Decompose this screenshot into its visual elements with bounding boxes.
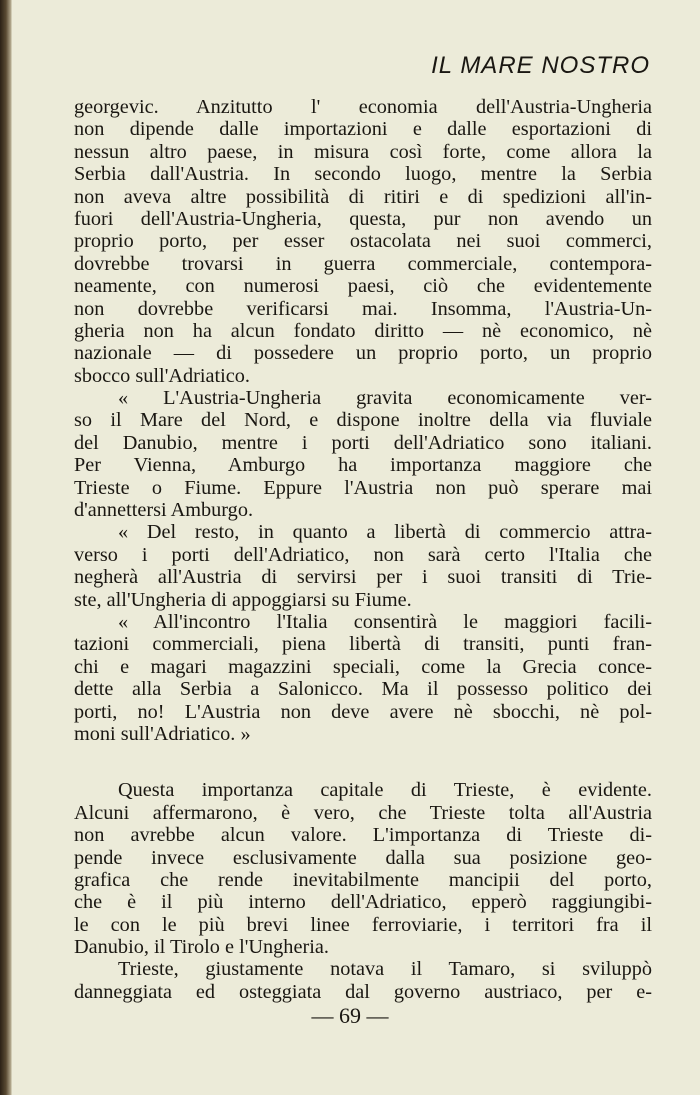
text-line: Questa importanza capitale di Trieste, è evidente. (118, 779, 652, 802)
text-line: dovrebbe trovarsi in guerra commerciale, contempora- (74, 252, 652, 275)
text-line: grafica che rende inevitabilmente mancipii del porto, (74, 868, 652, 891)
text-line: tazioni commerciali, piena libertà di transiti, punti fran- (74, 633, 652, 656)
text-line: « L'Austria-Ungheria gravita economicamente ver- (118, 387, 652, 410)
text-line: Trieste o Fiume. Eppure l'Austria non può sperare mai (74, 476, 652, 499)
text-line: nessun altro paese, in misura così forte, come allora la (74, 140, 652, 163)
text-line: « All'incontro l'Italia consentirà le maggiori facili- (118, 610, 652, 633)
paragraph (74, 387, 652, 521)
text-line: chi e magari magazzini speciali, come la Grecia conce- (74, 655, 652, 678)
body-text (74, 96, 652, 1003)
text-line: Danubio, il Tirolo e l'Ungheria. (74, 936, 329, 959)
text-line: non dipende dalle importazioni e dalle esportazioni di (74, 118, 652, 141)
text-line: danneggiata ed osteggiata dal governo austriaco, per e- (74, 980, 652, 1003)
text-line: che è il più interno dell'Adriatico, epperò raggiungibi- (74, 891, 652, 914)
page-number: — 69 — (311, 1003, 389, 1028)
text-line: non aveva altre possibilità di ritiri e di spedizioni all'in- (74, 185, 652, 208)
text-line: georgevic. Anzitutto l' economia dell'Austria-Ungheria (74, 96, 652, 118)
text-line: pende invece esclusivamente dalla sua posizione geo- (74, 846, 652, 869)
text-line: gheria non ha alcun fondato diritto — nè economico, nè (74, 319, 652, 342)
text-line: ste, all'Ungheria di appoggiarsi su Fiume. (74, 588, 412, 611)
running-header: IL MARE NOSTRO (431, 52, 650, 79)
text-line: moni sull'Adriatico. » (74, 722, 251, 745)
text-line: fuori dell'Austria-Ungheria, questa, pur non avendo un (74, 207, 652, 230)
paragraph (74, 779, 652, 958)
text-line: Alcuni affermarono, è vero, che Trieste tolta all'Austria (74, 801, 652, 824)
text-line: Serbia dall'Austria. In secondo luogo, mentre la Serbia (74, 163, 652, 186)
text-line: non avrebbe alcun valore. L'importanza di Trieste di- (74, 824, 652, 847)
text-line: d'annettersi Amburgo. (74, 499, 254, 522)
text-line: del Danubio, mentre i porti dell'Adriatico sono italiani. (74, 431, 652, 454)
text-line: neamente, con numerosi paesi, ciò che evidentemente (74, 275, 652, 298)
text-line: nazionale — di possedere un proprio porto, un proprio (74, 342, 652, 365)
book-spine-shadow (0, 0, 12, 1095)
text-line: verso i porti dell'Adriatico, non sarà certo l'Italia che (74, 543, 652, 566)
text-line: so il Mare del Nord, e dispone inoltre della via fluviale (74, 409, 652, 432)
text-line: porti, no! L'Austria non deve avere nè sbocchi, nè pol- (74, 700, 652, 723)
paragraph-gap (74, 745, 652, 779)
paragraph (74, 96, 652, 387)
paragraph (74, 611, 652, 745)
text-line: Per Vienna, Amburgo ha importanza maggiore che (74, 454, 652, 477)
text-line: Trieste, giustamente notava il Tamaro, si sviluppò (118, 958, 652, 981)
text-line: le con le più brevi linee ferroviarie, i territori fra il (74, 913, 652, 936)
paragraph (74, 521, 652, 611)
text-line: sbocco sull'Adriatico. (74, 364, 251, 387)
text-line: dette alla Serbia a Salonicco. Ma il possesso politico dei (74, 678, 652, 701)
paragraph (74, 958, 652, 1003)
text-line: proprio porto, per esser ostacolata nei suoi commerci, (74, 230, 652, 253)
text-line: non dovrebbe verificarsi mai. Insomma, l'Austria-Un- (74, 297, 652, 320)
text-line: « Del resto, in quanto a libertà di commercio attra- (118, 521, 652, 544)
text-line: negherà all'Austria di servirsi per i suoi transiti di Trie- (74, 566, 652, 589)
